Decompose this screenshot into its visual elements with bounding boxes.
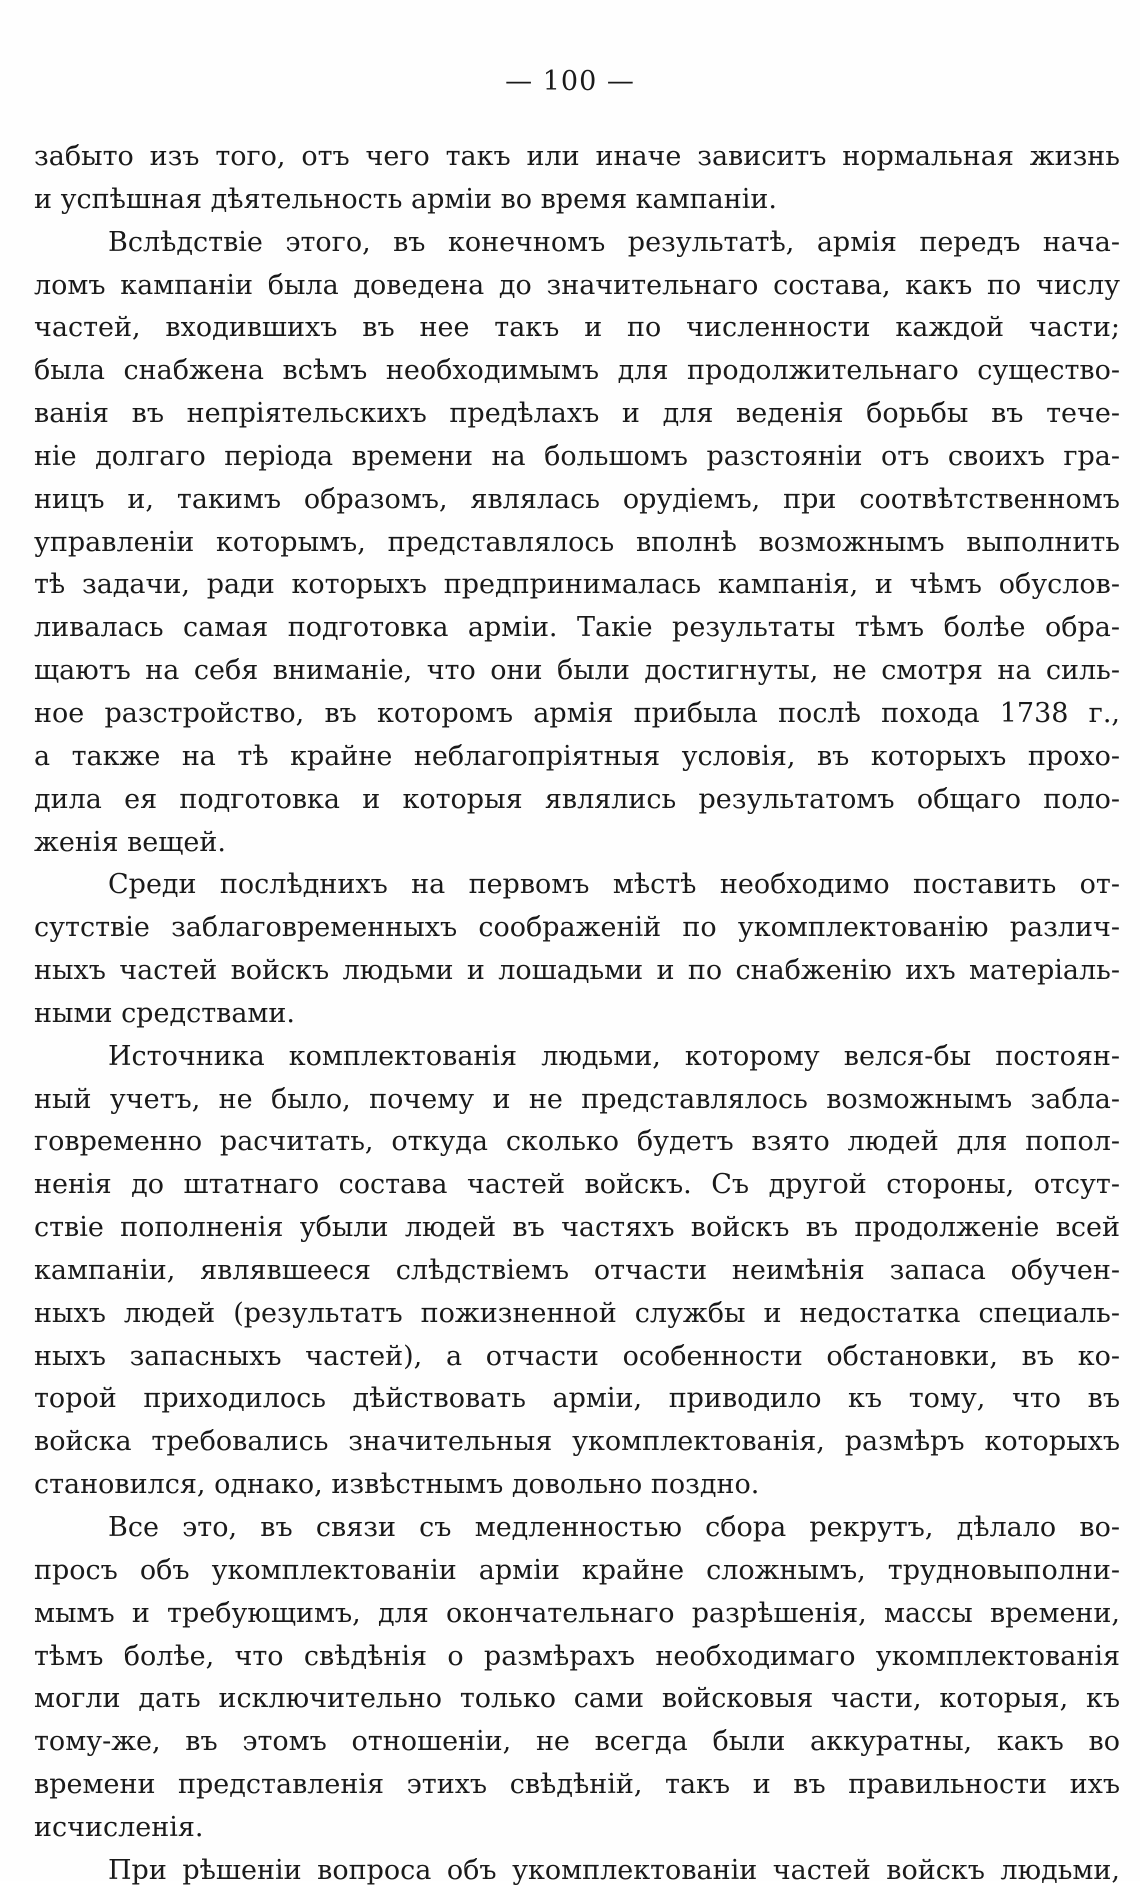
text-line: Вслѣдствіе этого, въ конечномъ результатѣ, армія передъ нача- xyxy=(108,226,1120,258)
text-line: ненія до штатнаго состава частей войскъ. Съ другой стороны, отсут- xyxy=(34,1169,1120,1201)
text-line: сутствіе заблаговременныхъ соображеній по укомплектованію различ- xyxy=(34,912,1120,944)
text-line: Источника комплектованія людьми, которому велся-бы постоян- xyxy=(108,1040,1120,1072)
text-line: Среди послѣднихъ на первомъ мѣстѣ необходимо поставить от- xyxy=(108,869,1120,901)
text-line: исчисленія. xyxy=(34,1811,204,1843)
text-line: женія вещей. xyxy=(34,826,226,858)
text-line: ницъ и, такимъ образомъ, являлась орудіемъ, при соотвѣтственномъ xyxy=(34,483,1120,515)
text-line: времени представленія этихъ свѣдѣній, такъ и въ правильности ихъ xyxy=(34,1769,1120,1801)
text-line: ныхъ запасныхъ частей), а отчасти особенности обстановки, въ ко- xyxy=(34,1340,1120,1372)
text-line: ное разстройство, въ которомъ армія прибыла послѣ похода 1738 г., xyxy=(34,697,1120,729)
text-line: щаютъ на себя вниманіе, что они были достигнуты, не смотря на силь- xyxy=(34,655,1120,687)
text-line: ныхъ частей войскъ людьми и лошадьми и по снабженію ихъ матеріаль- xyxy=(34,955,1120,987)
text-line: торой приходилось дѣйствовать арміи, приводило къ тому, что въ xyxy=(34,1383,1120,1415)
text-line: была снабжена всѣмъ необходимымъ для продолжительнаго существо- xyxy=(34,355,1120,387)
text-line: ными средствами. xyxy=(34,997,296,1029)
text-line: Все это, въ связи съ медленностью сбора рекрутъ, дѣлало во- xyxy=(108,1512,1120,1543)
text-line: управленіи которымъ, представлялось вполнѣ возможнымъ выполнить xyxy=(34,526,1120,558)
text-line: тѣмъ болѣе, что свѣдѣнія о размѣрахъ необходимаго укомплектованія xyxy=(34,1640,1120,1672)
text-line: ніе долгаго періода времени на большомъ разстояніи отъ своихъ гра- xyxy=(34,440,1120,472)
text-line: могли дать исключительно только сами войсковыя части, которыя, къ xyxy=(34,1683,1120,1715)
text-line: ныхъ людей (результатъ пожизненной службы и недостатка специаль- xyxy=(34,1297,1120,1329)
text-line: ломъ кампаніи была доведена до значительнаго состава, какъ по числу xyxy=(34,269,1120,301)
text-line: тѣ задачи, ради которыхъ предпринималась кампанія, и чѣмъ обуслов- xyxy=(34,569,1120,601)
text-line: частей, входившихъ въ нее такъ и по численности каждой части; xyxy=(34,312,1120,344)
text-line: ливалась самая подготовка арміи. Такіе результаты тѣмъ болѣе обра- xyxy=(34,612,1120,644)
text-line: тому-же, въ этомъ отношеніи, не всегда были аккуратны, какъ во xyxy=(34,1726,1120,1758)
text-line: дила ея подготовка и которыя являлись результатомъ общаго поло- xyxy=(34,783,1120,815)
text-line: становился, однако, извѣстнымъ довольно поздно. xyxy=(34,1469,760,1501)
text-line: говременно расчитать, откуда сколько будетъ взято людей для попол- xyxy=(34,1126,1120,1158)
text-line: а также на тѣ крайне неблагопріятныя условія, въ которыхъ прохо- xyxy=(34,740,1120,772)
text-line: войска требовались значительныя укомплектованія, размѣръ которыхъ xyxy=(34,1426,1120,1458)
text-line: ванія въ непріятельскихъ предѣлахъ и для веденія борьбы въ тече- xyxy=(34,398,1120,430)
text-line: ствіе пополненія убыли людей въ частяхъ войскъ въ продолженіе всей xyxy=(34,1212,1120,1244)
text-line: забыто изъ того, отъ чего такъ или иначе зависитъ нормальная жизнь xyxy=(34,141,1120,172)
text-line: кампаніи, являвшееся слѣдствіемъ отчасти неимѣнія запаса обучен- xyxy=(34,1254,1120,1286)
text-line: мымъ и требующимъ, для окончательнаго разрѣшенія, массы времени, xyxy=(34,1597,1120,1629)
text-line: ный учетъ, не было, почему и не представлялось возможнымъ забла- xyxy=(34,1083,1120,1115)
body-text xyxy=(34,136,1120,1893)
text-line: просъ объ укомплектованіи арміи крайне сложнымъ, трудновыполни- xyxy=(34,1554,1120,1586)
page-number: — 100 — xyxy=(505,66,635,97)
text-line: При рѣшеніи вопроса объ укомплектованіи частей войскъ людьми, xyxy=(108,1854,1120,1886)
text-line: и успѣшная дѣятельность арміи во время кампаніи. xyxy=(34,183,777,215)
